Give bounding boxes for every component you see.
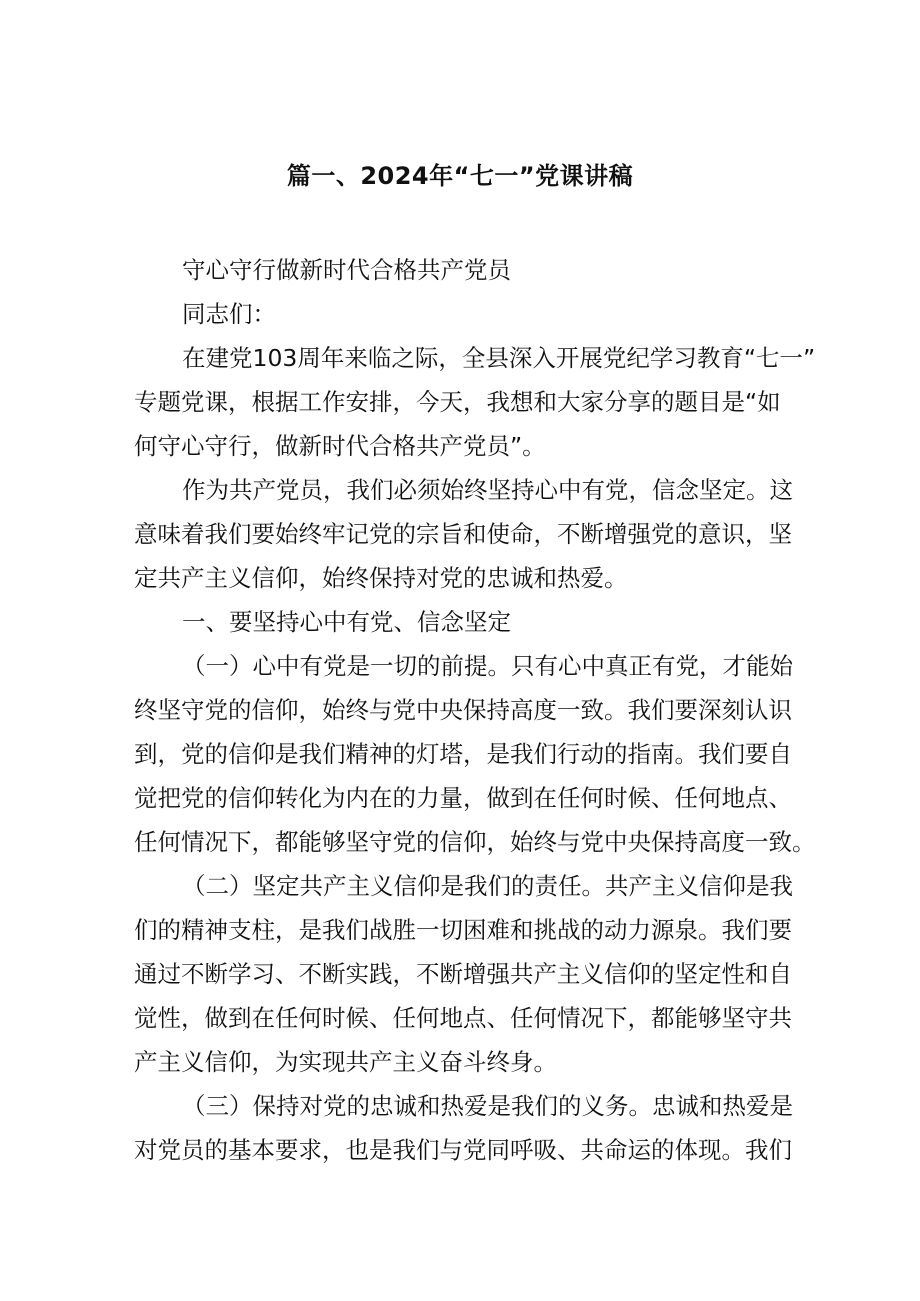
text-line: 到，党的信仰是我们精神的灯塔，是我们行动的指南。我们要自	[134, 740, 792, 768]
text-line: 终坚守党的信仰，始终与党中央保持高度一致。我们要深刻认识	[134, 696, 792, 724]
text-line: 定共产主义信仰，始终保持对党的忠诚和热爱。	[134, 564, 628, 592]
text-line: （一）心中有党是一切的前提。只有心中真正有党，才能始	[182, 652, 793, 680]
text-line: 觉性，做到在任何时候、任何地点、任何情况下，都能够坚守共	[134, 1004, 792, 1032]
text-line: 通过不断学习、不断实践，不断增强共产主义信仰的坚定性和自	[134, 960, 792, 988]
text-line: 专题党课，根据工作安排，今天，我想和大家分享的题目是“如	[134, 388, 781, 416]
text-line: 同志们：	[182, 300, 276, 328]
text-line: 任何情况下，都能够坚守党的信仰，始终与党中央保持高度一致。	[134, 828, 816, 856]
text-line: 对党员的基本要求，也是我们与党同呼吸、共命运的体现。我们	[134, 1136, 792, 1164]
text-line: 在建党103周年来临之际，全县深入开展党纪学习教育“七一”	[182, 344, 816, 372]
document-body	[134, 250, 816, 1170]
text-line: 产主义信仰，为实现共产主义奋斗终身。	[134, 1048, 557, 1076]
text-line: 意味着我们要始终牢记党的宗旨和使命，不断增强党的意识，坚	[134, 520, 792, 548]
text-line: 守心守行做新时代合格共产党员	[182, 256, 511, 284]
text-line: （二）坚定共产主义信仰是我们的责任。共产主义信仰是我	[182, 872, 793, 900]
text-line: 觉把党的信仰转化为内在的力量，做到在任何时候、任何地点、	[134, 784, 792, 812]
text-line: 作为共产党员，我们必须始终坚持心中有党，信念坚定。这	[182, 476, 793, 504]
text-line: （三）保持对党的忠诚和热爱是我们的义务。忠诚和热爱是	[182, 1092, 793, 1120]
text-line: 一、要坚持心中有党、信念坚定	[182, 608, 511, 636]
document-title: 篇一、2024年“七一”党课讲稿	[286, 162, 634, 190]
text-line: 们的精神支柱，是我们战胜一切困难和挑战的动力源泉。我们要	[134, 916, 792, 944]
text-line: 何守心守行，做新时代合格共产党员”。	[134, 432, 546, 460]
